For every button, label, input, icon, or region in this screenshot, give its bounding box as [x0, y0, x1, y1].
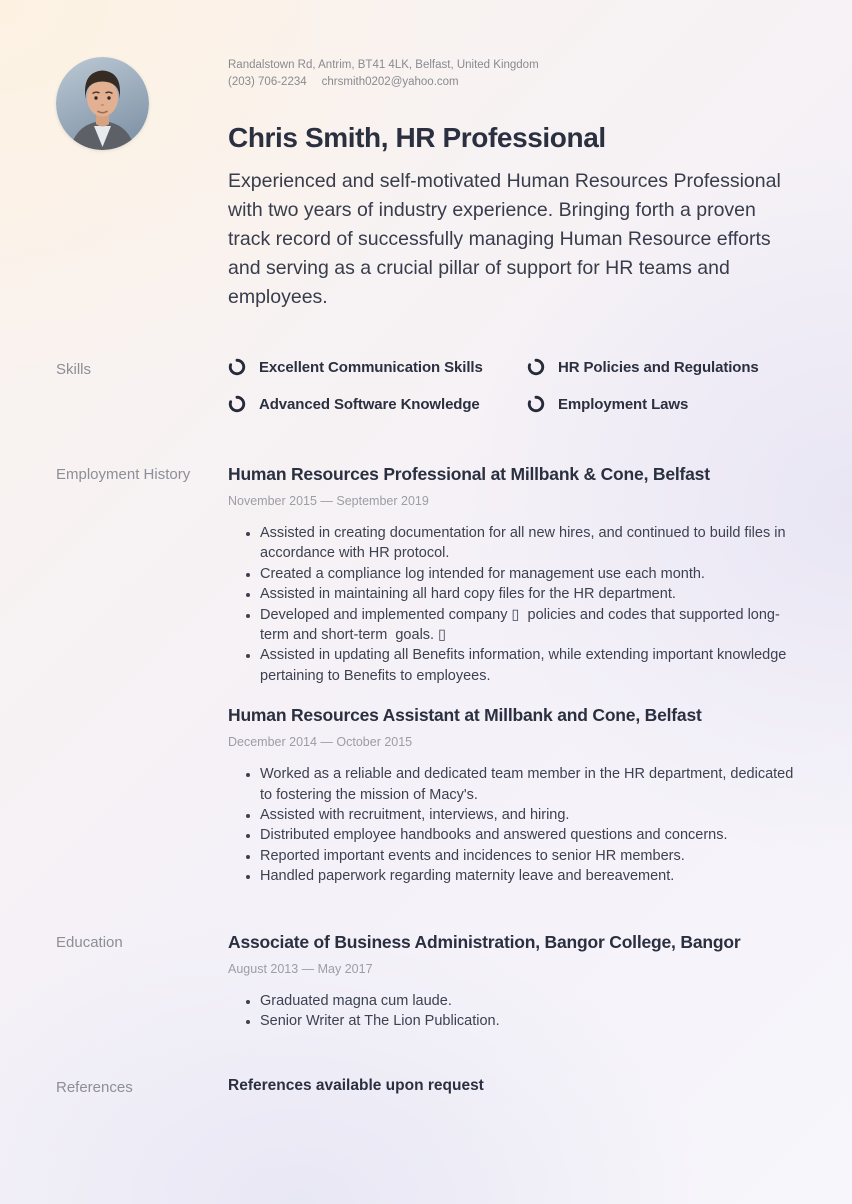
ring-icon: [228, 395, 246, 413]
section-label-education: Education: [56, 933, 123, 951]
header-main-column: [228, 57, 795, 312]
skills-content: [228, 358, 795, 413]
bullet-item: • Worked as a reliable and dedicated team member in the HR department, dedicated to fostering the mission of Macy's.: [260, 764, 795, 805]
section-employment-history: [0, 463, 852, 887]
job-entry: [228, 463, 795, 686]
contact-phone: (203) 706-2234: [228, 76, 307, 88]
bullet-item: • Assisted in creating documentation for all new hires, and continued to build files in accordance with HR protocol.: [260, 523, 795, 564]
skill-item: [527, 395, 795, 413]
resume-header: [0, 0, 852, 312]
section-references: [0, 1076, 852, 1098]
education-content: [228, 931, 795, 1032]
job-bullet-list: [228, 523, 795, 686]
skill-label: HR Policies and Regulations: [558, 358, 759, 376]
skills-grid: [228, 358, 795, 413]
contact-row: [228, 74, 795, 91]
ring-icon: [228, 358, 246, 376]
skill-item: [228, 395, 527, 413]
job-dates: December 2014 — October 2015: [228, 735, 413, 750]
bullet-item: • Developed and implemented company ▯ policies and codes that supported long-term and short-term goals. ▯: [260, 605, 795, 646]
section-label-skills: Skills: [56, 361, 92, 378]
bullet-item: • Reported important events and incidences to senior HR members.: [260, 846, 795, 866]
bullet-item: • Handled paperwork regarding maternity leave and bereavement.: [260, 866, 795, 886]
contact-info: [228, 57, 795, 91]
section-label-references: References: [56, 1078, 133, 1096]
skill-label: Advanced Software Knowledge: [259, 395, 480, 413]
skill-item: [527, 358, 795, 376]
bullet-item: • Distributed employee handbooks and answered questions and concerns.: [260, 825, 795, 845]
ring-icon: [527, 358, 545, 376]
section-skills: [0, 358, 852, 413]
skill-label: Excellent Communication Skills: [259, 358, 483, 376]
page-title: Chris Smith, HR Professional: [228, 122, 606, 153]
education-bullet-list: [228, 991, 795, 1032]
education-dates: August 2013 — May 2017: [228, 961, 373, 976]
bullet-item: • Graduated magna cum laude.: [260, 991, 795, 1011]
bullet-item: • Senior Writer at The Lion Publication.: [260, 1011, 795, 1031]
job-title: Human Resources Professional at Millbank & Cone, Belfast: [228, 464, 710, 484]
skill-label: Employment Laws: [558, 395, 689, 413]
job-bullet-list: [228, 764, 798, 886]
skill-item: [228, 358, 527, 376]
contact-email: chrsmith0202@yahoo.com: [321, 76, 459, 88]
section-label-employment: Employment History: [56, 466, 191, 483]
avatar-photo-illustration: [56, 57, 149, 150]
references-content: [228, 1076, 795, 1098]
job-title: Human Resources Assistant at Millbank and Cone, Belfast: [228, 705, 702, 726]
employment-content: [228, 463, 798, 887]
contact-address: Randalstown Rd, Antrim, BT41 4LK, Belfast, United Kingdom: [228, 59, 539, 71]
bullet-item: • Assisted in maintaining all hard copy files for the HR department.: [260, 584, 795, 604]
bullet-item: • Assisted in updating all Benefits information, while extending important knowledge pertaining to Benefits to employees.: [260, 645, 795, 686]
references-text: References available upon request: [228, 1076, 484, 1094]
bullet-item: • Created a compliance log intended for management use each month.: [260, 564, 795, 584]
header-left-column: [56, 57, 228, 312]
job-entry: [228, 704, 798, 886]
education-entry: [228, 931, 795, 1032]
job-dates: November 2015 — September 2019: [228, 494, 429, 508]
ring-icon: [527, 395, 545, 413]
avatar: [56, 57, 149, 150]
education-title: Associate of Business Administration, Bangor College, Bangor: [228, 931, 741, 952]
bullet-item: • Assisted with recruitment, interviews, and hiring.: [260, 805, 795, 825]
summary-text: Experienced and self-motivated Human Resources Professional with two years of industry experience. Bringing forth a proven track record of successfully managing Human Resource efforts and serving as a crucial pillar of support for HR teams and employees.: [228, 170, 781, 308]
section-education: [0, 931, 852, 1032]
